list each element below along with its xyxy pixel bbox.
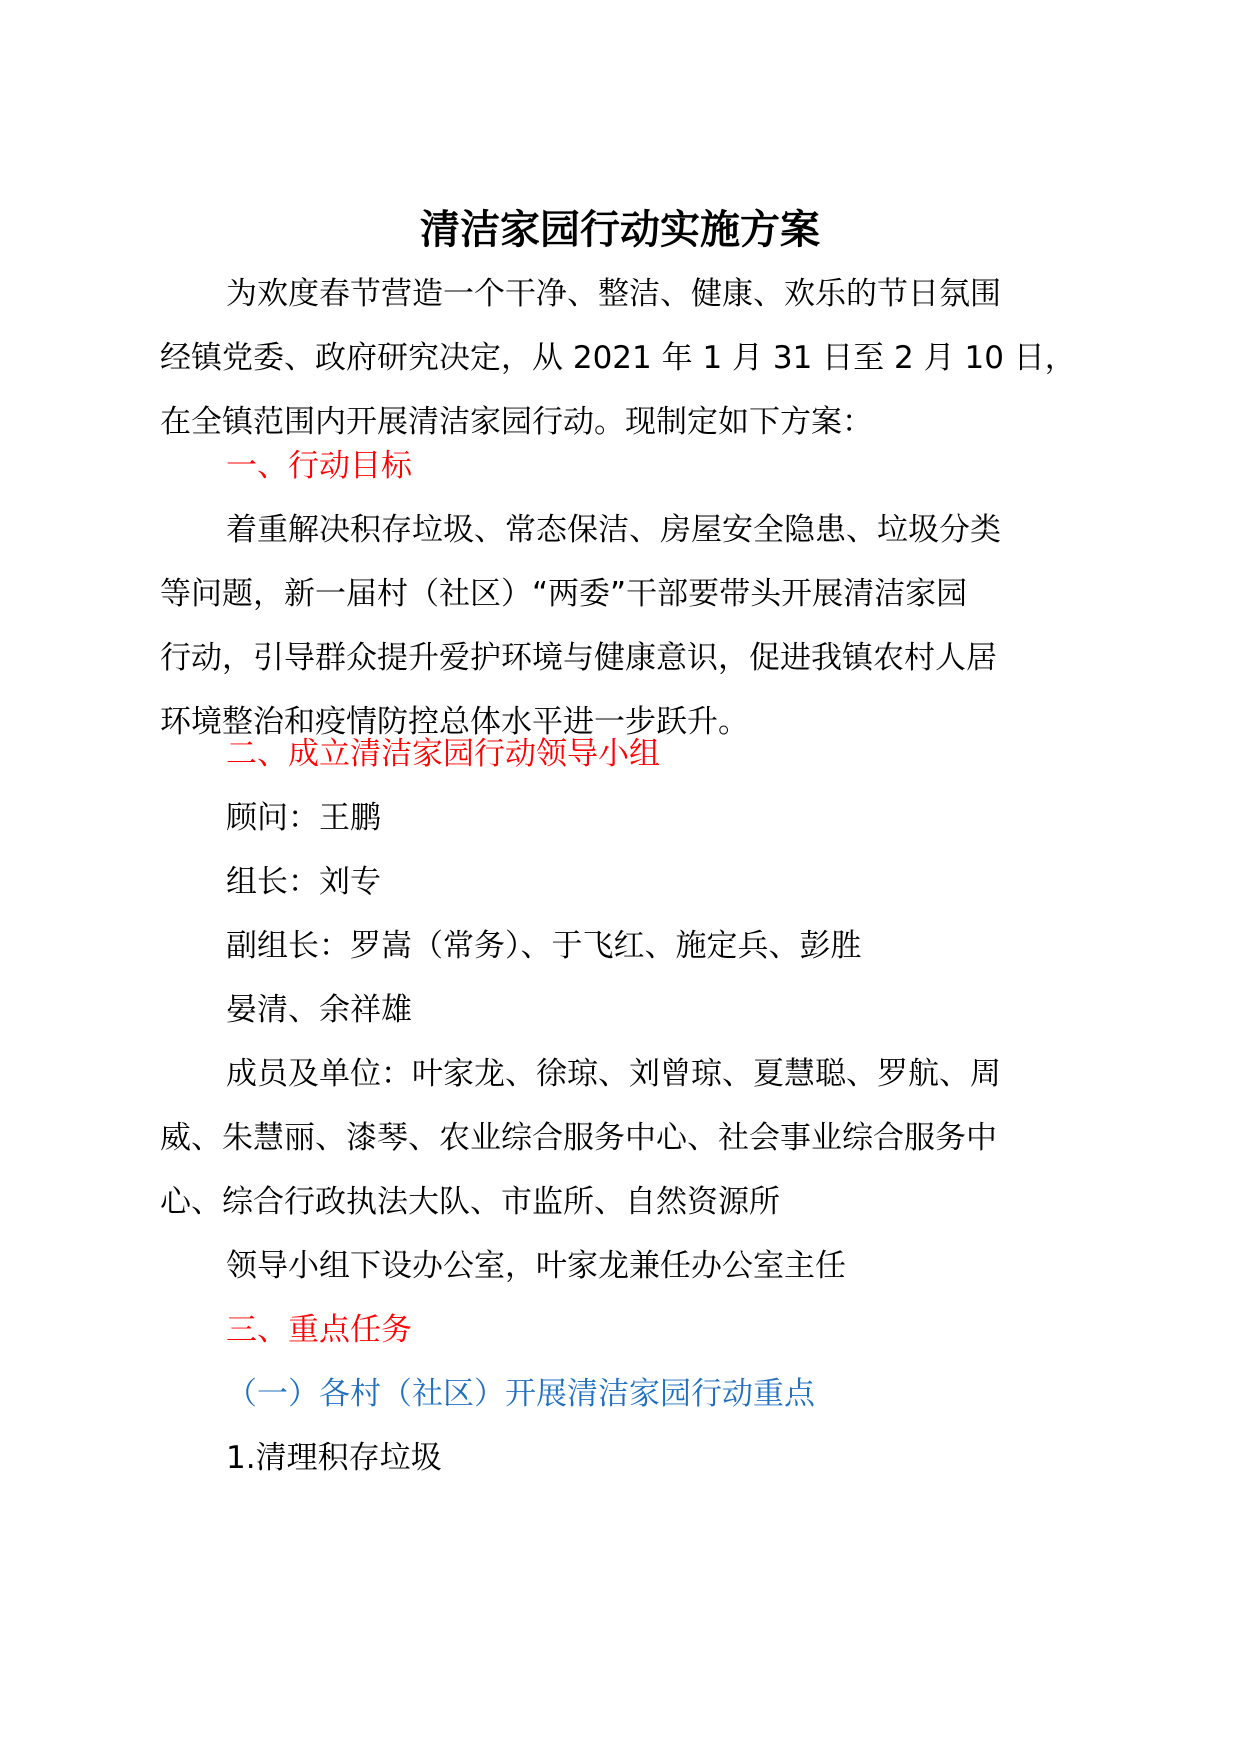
members-line: 成员及单位：叶家龙、徐琼、刘曾琼、夏慧聪、罗航、周 [226,1056,1001,1092]
intro-paragraph [160,262,1120,454]
members-line: 威、朱慧丽、漆琴、农业综合服务中心、社会事业综合服务中 [160,1120,997,1156]
leader-line: 组长：刘专 [226,864,381,900]
section1-heading: 一、行动目标 [226,448,412,484]
task-item-1: 1.清理积存垃圾 [226,1440,442,1476]
section1-line: 环境整治和疫情防控总体水平进一步跃升。 [160,704,749,740]
deputy-line-2: 晏清、余祥雄 [226,992,412,1028]
section2-heading: 二、成立清洁家园行动领导小组 [226,736,660,772]
deputy-line-1: 副组长：罗嵩（常务）、于飞红、施定兵、彭胜 [226,928,862,964]
members-line: 心、综合行政执法大队、市监所、自然资源所 [160,1184,780,1220]
advisor-line: 顾问：王鹏 [226,800,381,836]
section1-line: 行动，引导群众提升爱护环境与健康意识，促进我镇农村人居 [160,640,997,676]
office-line: 领导小组下设办公室，叶家龙兼任办公室主任 [226,1248,846,1284]
document-title: 清洁家园行动实施方案 [420,207,820,253]
section1-line: 着重解决积存垃圾、常态保洁、房屋安全隐患、垃圾分类 [226,512,1001,548]
section1-line: 等问题，新一届村（社区）“两委”干部要带头开展清洁家园 [160,576,968,612]
intro-line: 在全镇范围内开展清洁家园行动。现制定如下方案： [160,404,873,440]
intro-line: 经镇党委、政府研究决定，从 2021 年 1 月 31 日至 2 月 10 日， [160,340,1076,376]
section3-heading: 三、重点任务 [226,1312,412,1348]
members-paragraph [160,1042,1120,1234]
intro-line: 为欢度春节营造一个干净、整洁、健康、欢乐的节日氛围 [226,276,1001,312]
section1-paragraph [160,498,1120,754]
section3-subheading: （一）各村（社区）开展清洁家园行动重点 [226,1376,815,1412]
